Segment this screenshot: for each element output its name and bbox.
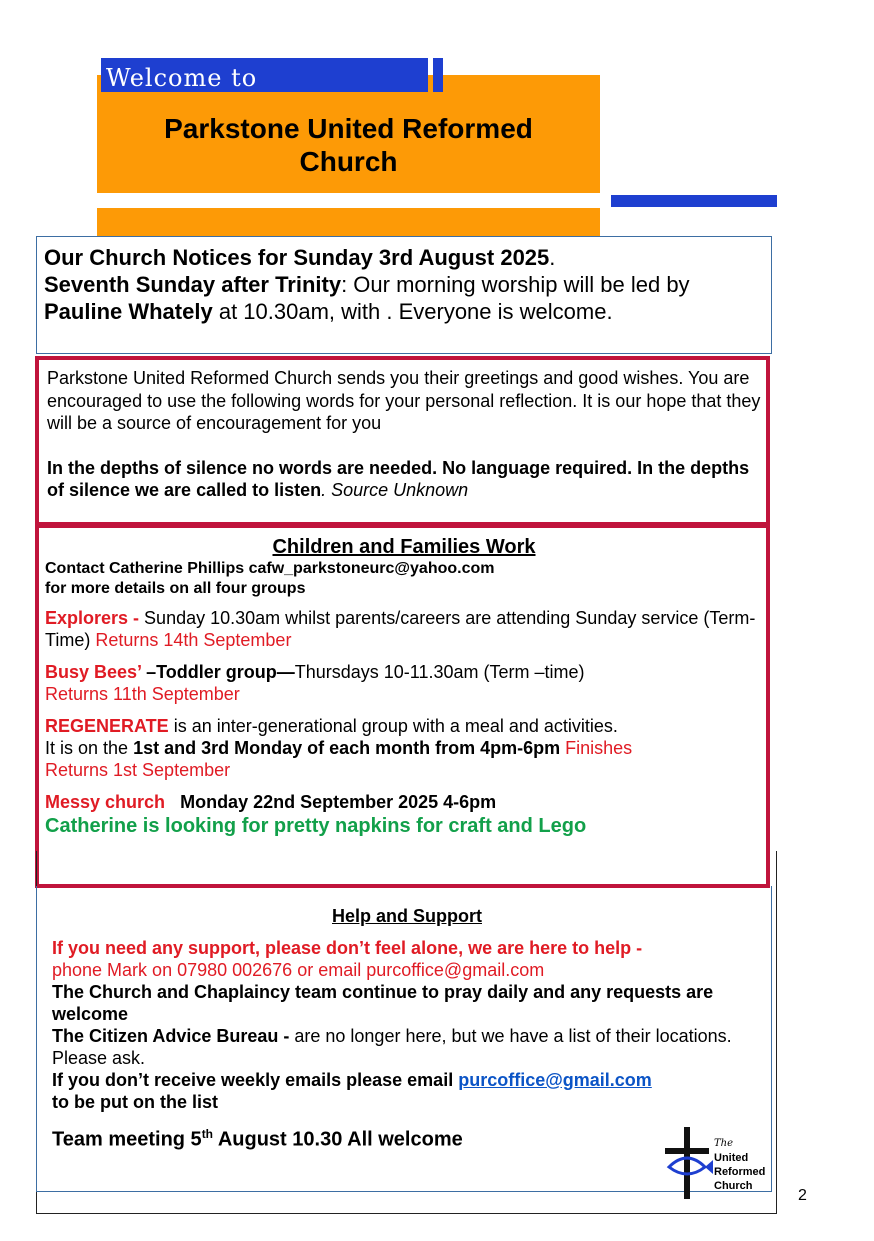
church-notices: Our Church Notices for Sunday 3rd August 2025. Seventh Sunday after Trinity: Our morning worship will be led by Pauline Whately at 10.30am, with . Everyone is welcome. bbox=[44, 245, 690, 324]
reflection-intro: Parkstone United Reformed Church sends you their greetings and good wishes. You are encouraged to use the following words for your personal reflection. It is our hope that they will be a source of encouragement for you bbox=[47, 368, 761, 433]
church-name-line2: Church bbox=[299, 146, 398, 177]
welcome-text: Welcome to bbox=[106, 64, 258, 92]
team-meeting: Team meeting 5th August 10.30 All welcome bbox=[52, 1127, 463, 1151]
explorers-item: Explorers - Sunday 10.30am whilst parents/careers are attending Sunday service (Term-Time) Returns 14th September bbox=[45, 608, 756, 650]
header-orange-strip bbox=[97, 208, 600, 236]
reflection-quote: In the depths of silence no words are needed. No language required. In the depths of silence we are called to listen. Source Unknown bbox=[47, 457, 750, 500]
napkins-request: Catherine is looking for pretty napkins for craft and Lego bbox=[45, 815, 587, 837]
header-blue-strip bbox=[611, 195, 777, 207]
children-contact: Contact Catherine Phillips cafw_parkstoneurc@yahoo.com for more details on all four groups bbox=[45, 560, 495, 597]
urc-logo-text: The United Reformed Church bbox=[714, 1138, 766, 1192]
messy-church-item: Messy church Monday 22nd September 2025 4-6pm bbox=[45, 792, 497, 812]
worship-leader: Pauline Whately bbox=[44, 299, 213, 324]
citizen-advice-note: The Citizen Advice Bureau - are no longer here, but we have a list of their locations. Please ask. bbox=[52, 1026, 732, 1068]
support-contact: phone Mark on 07980 002676 or email purcoffice@gmail.com bbox=[52, 960, 545, 980]
page-number: 2 bbox=[798, 1187, 807, 1204]
church-name bbox=[97, 112, 600, 178]
church-name-line1: Parkstone United Reformed bbox=[164, 113, 533, 144]
children-heading: Children and Families Work bbox=[272, 536, 536, 558]
busy-bees-item: Busy Bees’ –Toddler group—Thursdays 10-11.30am (Term –time) Returns 11th September bbox=[45, 662, 585, 704]
welcome-banner-accent bbox=[433, 58, 443, 92]
email-link[interactable]: purcoffice@gmail.com bbox=[458, 1070, 652, 1090]
support-line: If you need any support, please don’t feel alone, we are here to help - bbox=[52, 938, 643, 958]
prayer-note: The Church and Chaplaincy team continue to pray daily and any requests are welcome bbox=[52, 982, 714, 1024]
notices-title: Our Church Notices for Sunday 3rd August 2025 bbox=[44, 245, 550, 270]
help-heading: Help and Support bbox=[332, 906, 482, 926]
sunday-name: Seventh Sunday after Trinity bbox=[44, 272, 342, 297]
regenerate-item: REGENERATE is an inter-generational group with a meal and activities. It is on the 1st and 3rd Monday of each month from 4pm-6pm Finishes Returns 1st September bbox=[45, 716, 633, 780]
help-support-section bbox=[52, 905, 762, 1151]
reflection-section bbox=[47, 367, 762, 502]
children-families-section bbox=[45, 535, 763, 839]
email-list-note: If you don’t receive weekly emails please email purcoffice@gmail.com to be put on the list bbox=[52, 1070, 652, 1112]
